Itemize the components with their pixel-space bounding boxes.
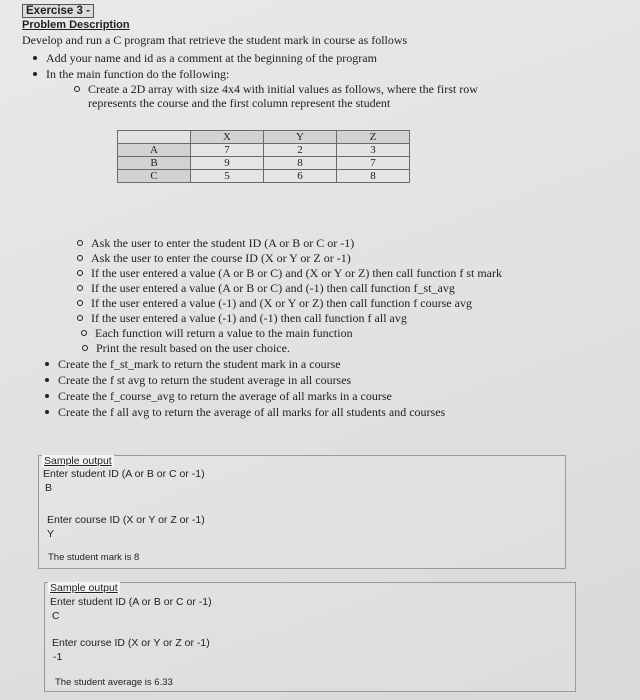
sample-answer-course: -1	[53, 651, 63, 663]
bullet-top-1: Add your name and id as a comment at the beginning of the program	[46, 51, 377, 65]
table-corner-cell	[118, 131, 191, 144]
sample-prompt-student: Enter student ID (A or B or C or -1)	[50, 596, 212, 608]
table-cell: 2	[264, 144, 337, 157]
intro-text: Develop and run a C program that retrieve the student mark in course as follows	[22, 33, 408, 47]
table-row	[118, 170, 410, 183]
table-cell: 9	[191, 157, 264, 170]
table-row-label: A	[118, 144, 191, 157]
sample-output-box-1	[38, 455, 566, 569]
subitem-4: If the user entered a value (A or B or C) and (-1) then call function f_st_avg	[91, 281, 455, 295]
sample-answer-student: B	[45, 482, 53, 494]
exercise-title: Exercise 3 -	[22, 4, 94, 18]
sample-answer-course: Y	[47, 528, 55, 540]
table-cell: 8	[337, 170, 410, 183]
table-cell: 7	[191, 144, 264, 157]
sample-output-heading: Sample output	[50, 582, 118, 594]
table-cell: 5	[191, 170, 264, 183]
table-header-cell: Y	[264, 131, 337, 144]
table-cell: 6	[264, 170, 337, 183]
subitem-8: Print the result based on the user choice.	[96, 341, 290, 355]
table-cell: 8	[264, 157, 337, 170]
subitem-3: If the user entered a value (A or B or C) and (X or Y or Z) then call function f st mark	[91, 266, 502, 280]
bullet-bottom-1: Create the f_st_mark to return the student mark in a course	[58, 357, 341, 371]
table-row-label: B	[118, 157, 191, 170]
table-row	[118, 144, 410, 157]
table-cell: 7	[337, 157, 410, 170]
sample-prompt-course: Enter course ID (X or Y or Z or -1)	[52, 637, 210, 649]
sample-prompt-course: Enter course ID (X or Y or Z or -1)	[47, 514, 205, 526]
problem-heading: Problem Description	[22, 19, 130, 31]
marks-table	[117, 130, 410, 183]
subitem-7: Each function will return a value to the main function	[95, 326, 353, 340]
subitem-5: If the user entered a value (-1) and (X or Y or Z) then call function f course avg	[91, 296, 472, 310]
sample-result: The student average is 6.33	[55, 677, 173, 688]
bullet-top-2: In the main function do the following:	[46, 67, 230, 81]
table-header-cell: X	[191, 131, 264, 144]
subitem-array-line2: represents the course and the first column represent the student	[88, 96, 391, 110]
table-row	[118, 157, 410, 170]
table-header-cell: Z	[337, 131, 410, 144]
subitem-6: If the user entered a value (-1) and (-1) then call function f all avg	[91, 311, 407, 325]
bullet-bottom-4: Create the f all avg to return the average of all marks for all students and courses	[58, 405, 446, 419]
bullet-bottom-2: Create the f st avg to return the student average in all courses	[58, 373, 352, 387]
sample-result: The student mark is 8	[48, 552, 140, 563]
sample-output-box-2	[44, 582, 576, 692]
subitem-2: Ask the user to enter the course ID (X or Y or Z or -1)	[91, 251, 351, 265]
table-header-row	[118, 131, 410, 144]
subitem-array-line1: Create a 2D array with size 4x4 with initial values as follows, where the first row	[88, 82, 478, 96]
sample-answer-student: C	[52, 610, 60, 622]
table-row-label: C	[118, 170, 191, 183]
table-cell: 3	[337, 144, 410, 157]
sample-output-heading: Sample output	[44, 455, 112, 467]
sample-prompt-student: Enter student ID (A or B or C or -1)	[43, 468, 205, 480]
bullet-bottom-3: Create the f_course_avg to return the average of all marks in a course	[58, 389, 392, 403]
subitem-1: Ask the user to enter the student ID (A or B or C or -1)	[91, 236, 355, 250]
